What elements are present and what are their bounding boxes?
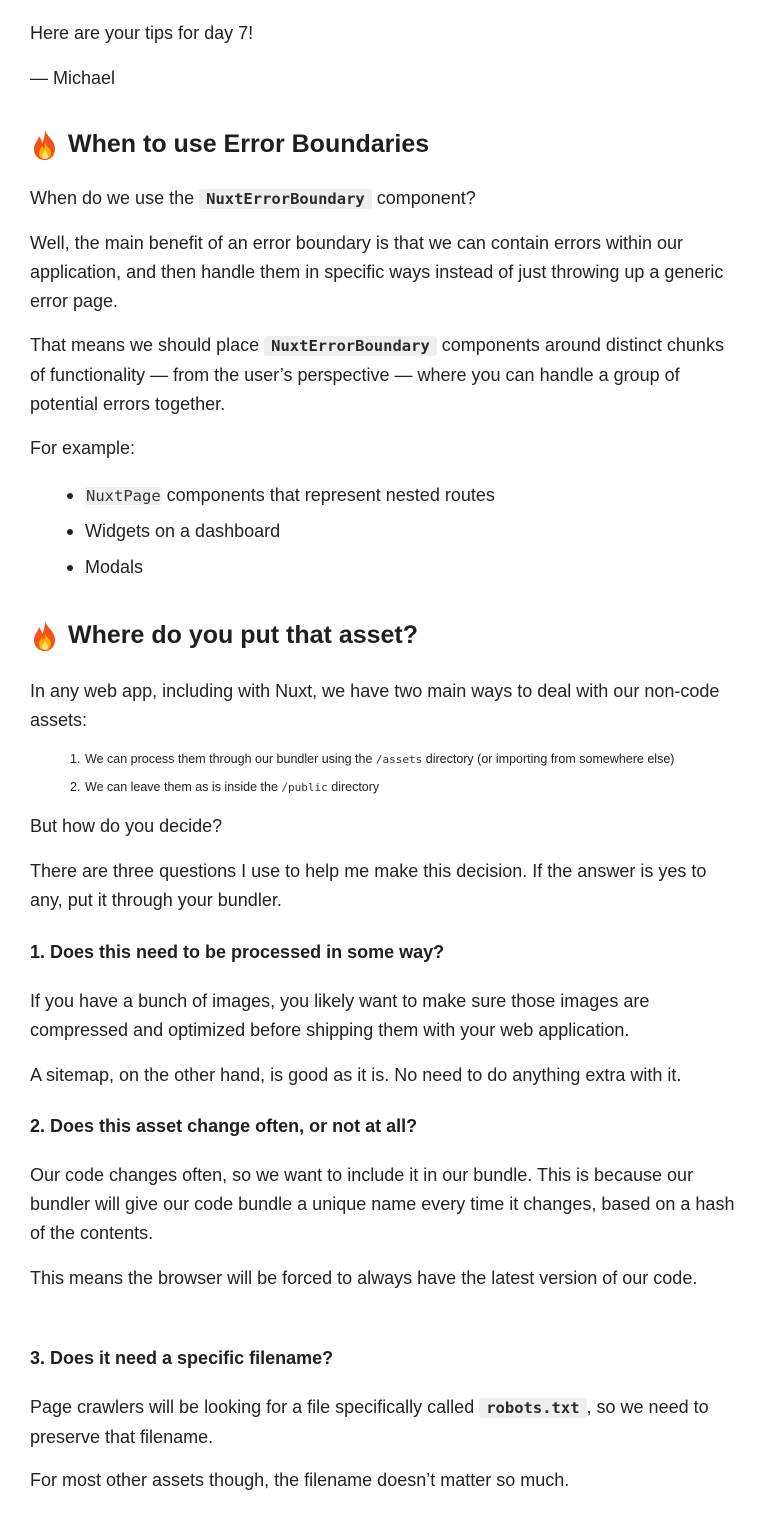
inline-code: NuxtPage [86,487,161,505]
inline-code: /public [281,781,328,794]
section-heading-error-boundaries [30,128,429,160]
question-heading-3: 3. Does it need a specific filename? [30,1348,334,1368]
question-heading-2: 2. Does this asset change often, or not at all? [30,1116,418,1136]
example-list [30,481,735,589]
list-item: NuxtPage components that represent nested routes [30,481,735,517]
section-title: Where do you put that asset? [68,621,419,649]
greeting: Here are your tips for day 7! [30,23,254,43]
section-heading-asset [30,619,418,651]
signature: — Michael [30,68,116,88]
inline-code: /assets [375,753,423,766]
paragraph: When do we use the NuxtErrorBoundary component? [30,188,476,208]
inline-code: NuxtErrorBoundary [199,189,372,209]
paragraph: But how do you decide? [30,816,223,836]
list-item: 1. We can process them through our bundler using the /assets directory (or importing from somewhere else) [70,752,675,766]
paragraph: For example: [30,438,136,458]
paragraph: A sitemap, on the other hand, is good as it is. No need to do anything extra with it. [30,1065,682,1085]
paragraph: That means we should place NuxtErrorBoundary components around distinct chunks of functionality — from the user’s perspective — where you can handle a group of potential errors together. [30,335,724,414]
paragraph: Well, the main benefit of an error boundary is that we can contain errors within our application, and then handle them in specific ways instead of just throwing up a generic error page. [30,233,724,311]
paragraph: If you have a bunch of images, you likely want to make sure those images are compressed and optimized before shipping them with your web application. [30,991,650,1040]
inline-code: robots.txt [479,1398,586,1418]
fire-icon [30,619,60,651]
inline-code: NuxtErrorBoundary [264,336,437,356]
paragraph: For most other assets though, the filename doesn’t matter so much. [30,1470,570,1490]
question-heading-1: 1. Does this need to be processed in some way? [30,942,445,962]
section-title: When to use Error Boundaries [68,130,430,158]
fire-icon [30,128,60,160]
list-item: Modals [30,553,735,589]
paragraph: Our code changes often, so we want to include it in our bundle. This is because our bundler will give our code bundle a unique name every time it changes, based on a hash of the contents. [30,1165,735,1243]
paragraph: Page crawlers will be looking for a file specifically called robots.txt , so we need to preserve that filename. [30,1397,709,1447]
list-item: Widgets on a dashboard [30,517,735,553]
list-item: 2. We can leave them as is inside the /public directory [70,780,380,794]
paragraph: This means the browser will be forced to always have the latest version of our code. [30,1268,698,1288]
paragraph: In any web app, including with Nuxt, we have two main ways to deal with our non-code assets: [30,681,720,730]
ordered-list [30,749,735,805]
paragraph: There are three questions I use to help me make this decision. If the answer is yes to any, put it through your bundler. [30,861,707,910]
